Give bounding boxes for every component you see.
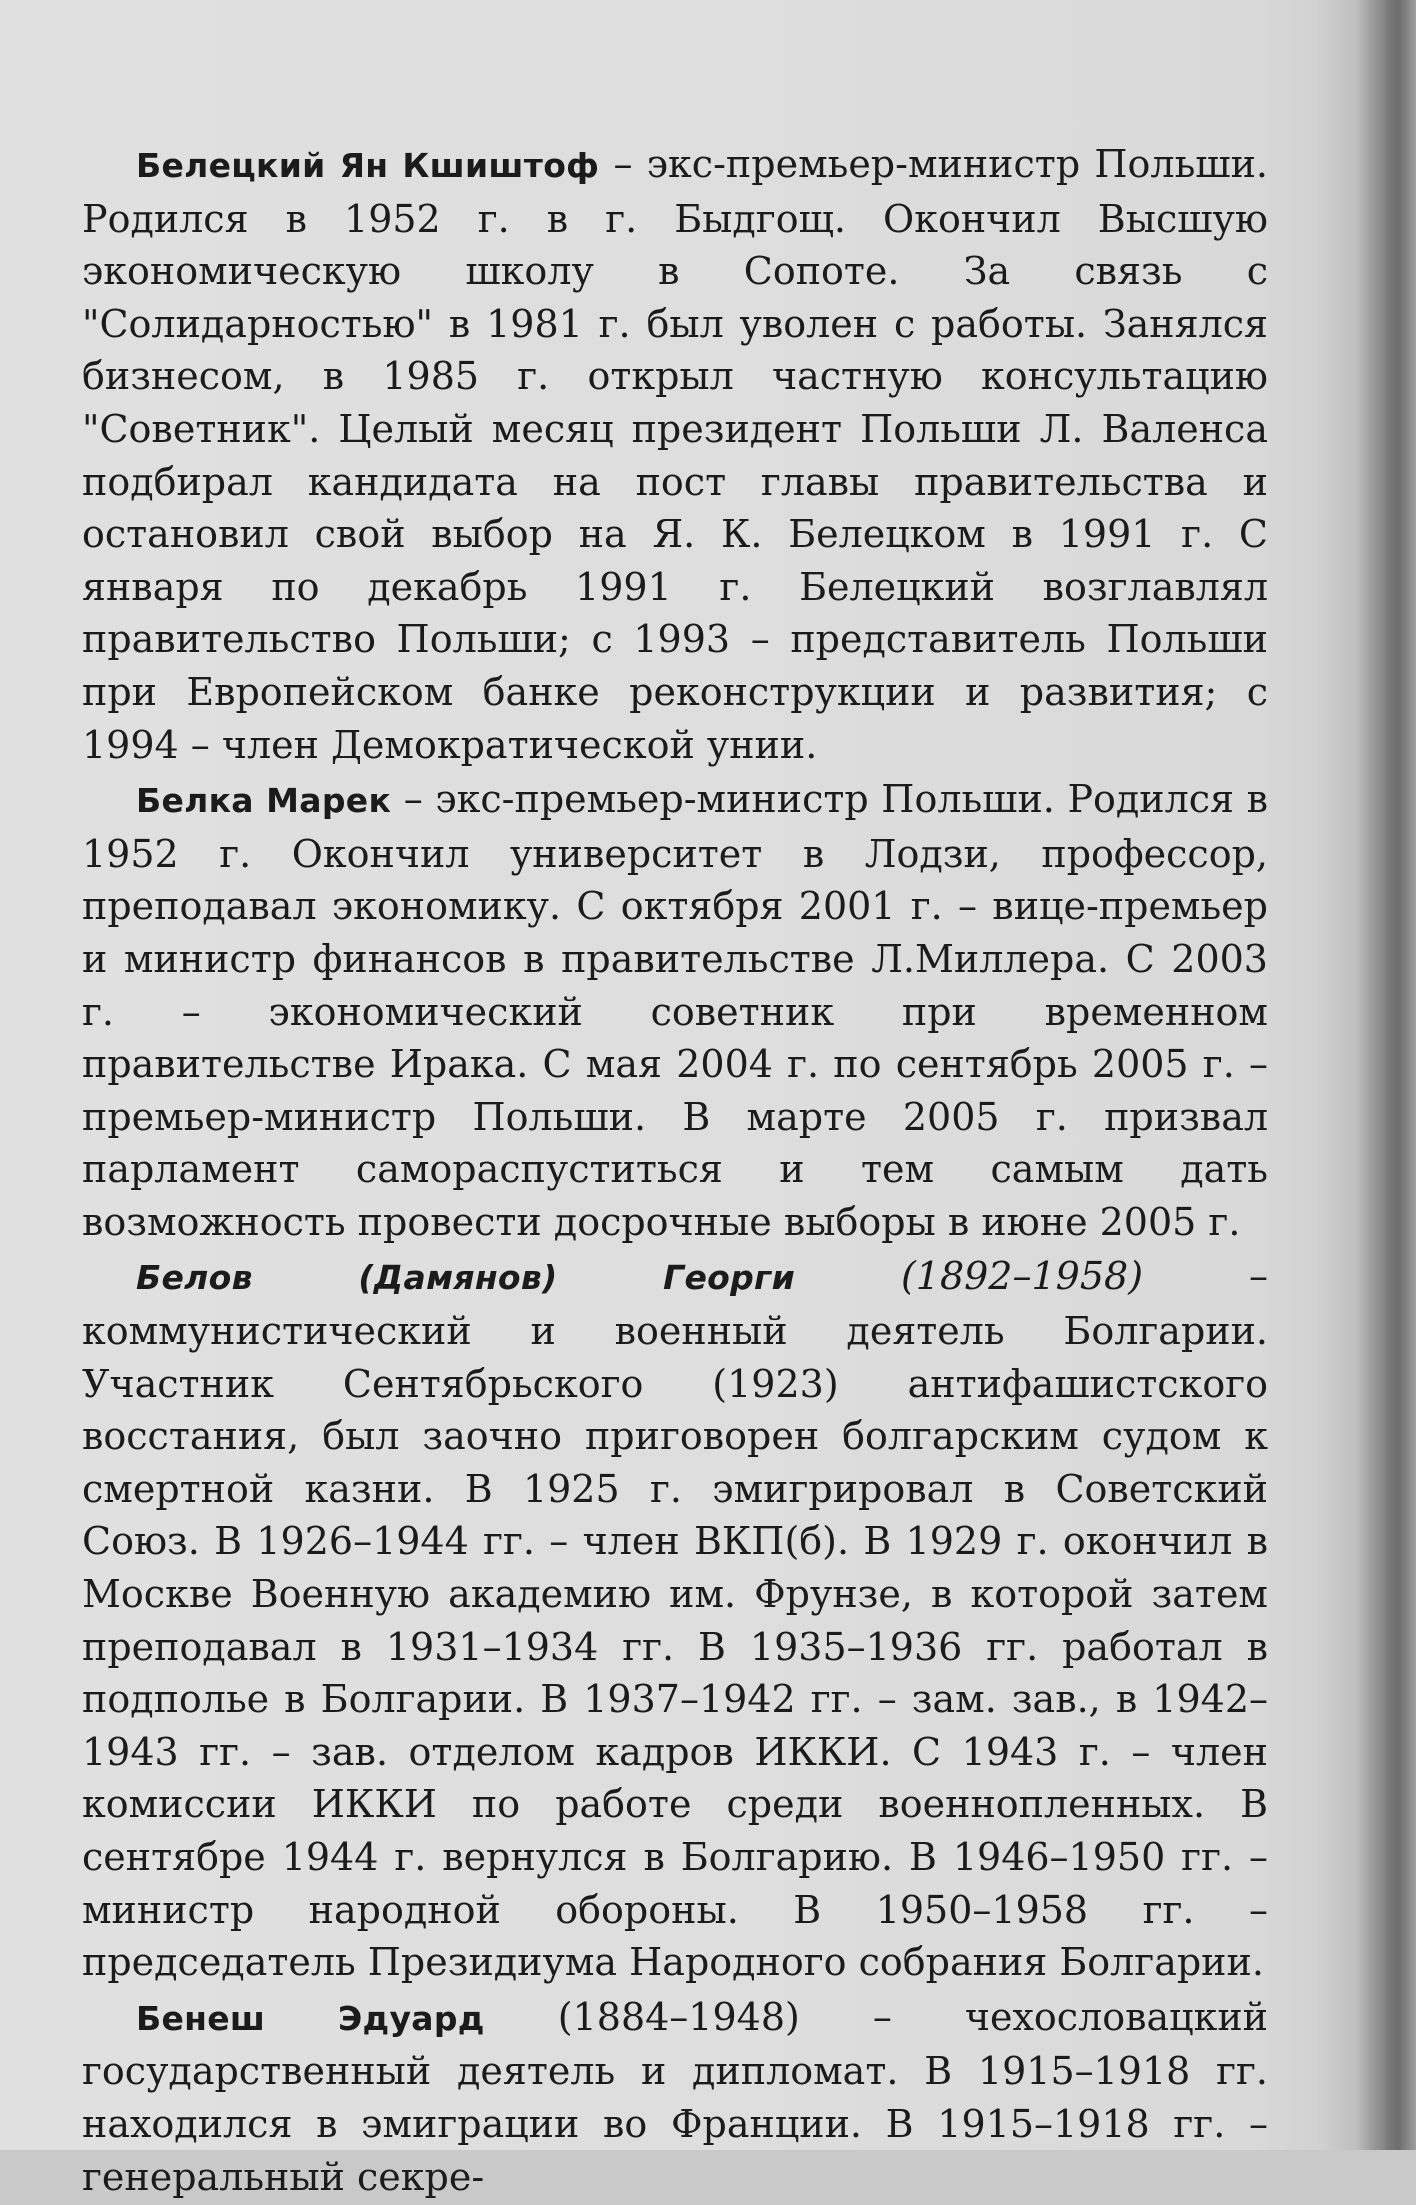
entry-beletsky — [82, 138, 1268, 771]
entry-benesh — [82, 1991, 1268, 2203]
entry-body: – экс-премьер-министр Польши. Родился в 1952 г. в г. Быдгощ. Окончил Высшую экономическую школу в Сопоте. За связь с "Солидарностью" в 1981 г. был уволен с работы. Занялся бизнесом, в 1985 г. открыл частную консультацию "Советник". Целый месяц президент Польши Л. Валенса подбирал кандидата на пост главы правительства и остановил свой выбор на Я. К. Белецком в 1991 г. С января по декабрь 1991 г. Белецкий возглавлял правительство Польши; с 1993 – представитель Польши при Европейском банке реконструкции и развития; с 1994 – член Демократической унии. — [82, 142, 1268, 767]
entry-headword: Белов (Дамянов) Георги — [136, 1258, 795, 1298]
entry-headword: Белка Марек — [136, 781, 392, 821]
entry-body: – чехословацкий государственный деятель и дипломат. В 1915–1918 гг. находился в эмиграции во Франции. В 1915–1918 гг. – генеральный секре- — [82, 1994, 1268, 2199]
book-spine-shadow — [1356, 0, 1416, 2150]
entry-belov — [82, 1250, 1268, 1988]
entry-dates: (1892–1958) — [795, 1254, 1144, 1299]
entry-headword: Белецкий Ян Кшиштоф — [136, 146, 600, 185]
entry-belka — [82, 773, 1268, 1248]
entry-dates: (1884–1948) — [484, 1994, 800, 2039]
dictionary-text — [82, 138, 1268, 2205]
entry-body: – коммунистический и военный деятель Болгарии. Участник Сентябрьского (1923) антифашистского восстания, был заочно приговорен болгарским судом к смертной казни. В 1925 г. эмигрировал в Советский Союз. В 1926–1944 гг. – член ВКП(б). В 1929 г. окончил в Москве Военную академию им. Фрунзе, в которой затем преподавал в 1931–1934 гг. В 1935–1936 гг. работал в подполье в Болгарии. В 1937–1942 гг. – зам. зав., в 1942–1943 гг. – зав. отделом кадров ИККИ. С 1943 г. – член комиссии ИККИ по работе среди военнопленных. В сентябре 1944 г. вернулся в Болгарию. В 1946–1950 гг. – министр народной обороны. В 1950–1958 гг. – председатель Президиума Народного собрания Болгарии. — [82, 1254, 1268, 1985]
entry-body: – экс-премьер-министр Польши. Родился в 1952 г. Окончил университет в Лодзи, профессор, преподавал экономику. С октября 2001 г. – вице-премьер и министр финансов в правительстве Л.Миллера. С 2003 г. – экономический советник при временном правительстве Ирака. С мая 2004 г. по сентябрь 2005 г. – премьер-министр Польши. В марте 2005 г. призвал парламент самораспуститься и тем самым дать возможность провести досрочные выборы в июне 2005 г. — [82, 777, 1269, 1244]
entry-headword: Бенеш Эдуард — [136, 1998, 485, 2038]
